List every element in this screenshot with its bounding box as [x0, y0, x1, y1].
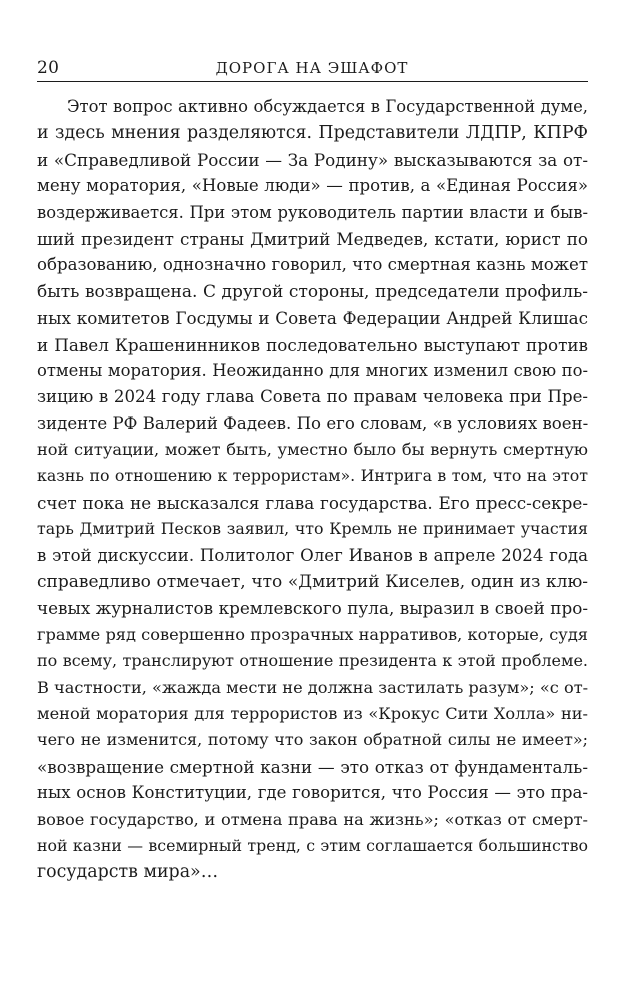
- text-line: зицию в 2024 году глава Совета по правам человека при Пре-: [37, 387, 588, 407]
- page-header: [37, 58, 587, 80]
- body-paragraph: [37, 94, 588, 886]
- text-line: ший президент страны Дмитрий Медведев, кстати, юрист по: [37, 228, 588, 249]
- text-line: меной моратория для террористов из «Крокус Сити Холла» ни-: [37, 703, 588, 723]
- running-title: ДОРОГА НА ЭШАФОТ: [215, 59, 409, 77]
- header-rule: [37, 81, 588, 82]
- text-line: тарь Дмитрий Песков заявил, что Кремль не принимает участия: [37, 519, 588, 539]
- text-line: воздерживается. При этом руководитель партии власти и быв-: [37, 202, 588, 222]
- text-line: быть возвращена. С другой стороны, председатели профиль-: [37, 281, 588, 302]
- text-line: зиденте РФ Валерий Фадеев. По его словам, «в условиях воен-: [37, 413, 589, 433]
- text-line: в этой дискуссии. Политолог Олег Иванов в апреле 2024 года: [37, 545, 588, 565]
- text-line: ных комитетов Госдумы и Совета Федерации Андрей Клишас: [37, 308, 588, 329]
- text-line: образованию, однозначно говорил, что смертная казнь может: [37, 255, 589, 275]
- text-line: и здесь мнения разделяются. Представители ЛДПР, КПРФ: [37, 123, 588, 144]
- text-line: и Павел Крашенинников последовательно выступают против: [37, 334, 588, 355]
- text-line: чего не изменится, потому что закон обратной силы не имеет»;: [37, 730, 588, 750]
- text-line: В частности, «жажда мести не должна застилать разум»; «с от-: [37, 677, 589, 697]
- text-line: Этот вопрос активно обсуждается в Государственной думе,: [67, 97, 588, 116]
- text-line: государств мира»…: [37, 862, 219, 883]
- text-line: счет пока не высказался глава государства. Его пресс-секре-: [37, 492, 588, 513]
- text-line: справедливо отмечает, что «Дмитрий Киселев, один из клю-: [37, 572, 588, 593]
- text-line: ной казни — всемирный тренд, с этим соглашается большинство: [37, 835, 588, 855]
- text-line: чевых журналистов кремлевского пула, выразил в своей про-: [37, 598, 588, 619]
- text-line: ных основ Конституции, где говорится, что Россия — это пра-: [37, 783, 588, 803]
- page-number: 20: [37, 58, 60, 78]
- text-line: грамме ряд совершенно прозрачных нарративов, которые, судя: [37, 624, 588, 644]
- text-line: казнь по отношению к террористам». Интрига в том, что на этот: [37, 466, 588, 486]
- text-line: вовое государство, и отмена права на жизнь»; «отказ от смерт-: [37, 809, 588, 829]
- text-line: «возвращение смертной казни — это отказ от фундаменталь-: [37, 756, 588, 777]
- text-line: ной ситуации, может быть, уместно было бы вернуть смертную: [37, 440, 588, 460]
- text-line: и «Справедливой России — За Родину» высказываются за от-: [37, 149, 588, 170]
- text-line: мену моратория, «Новые люди» — против, а «Единая Россия»: [37, 176, 588, 196]
- text-line: по всему, транслируют отношение президента к этой проблеме.: [37, 651, 588, 671]
- text-line: отмены моратория. Неожиданно для многих изменил свою по-: [37, 360, 588, 380]
